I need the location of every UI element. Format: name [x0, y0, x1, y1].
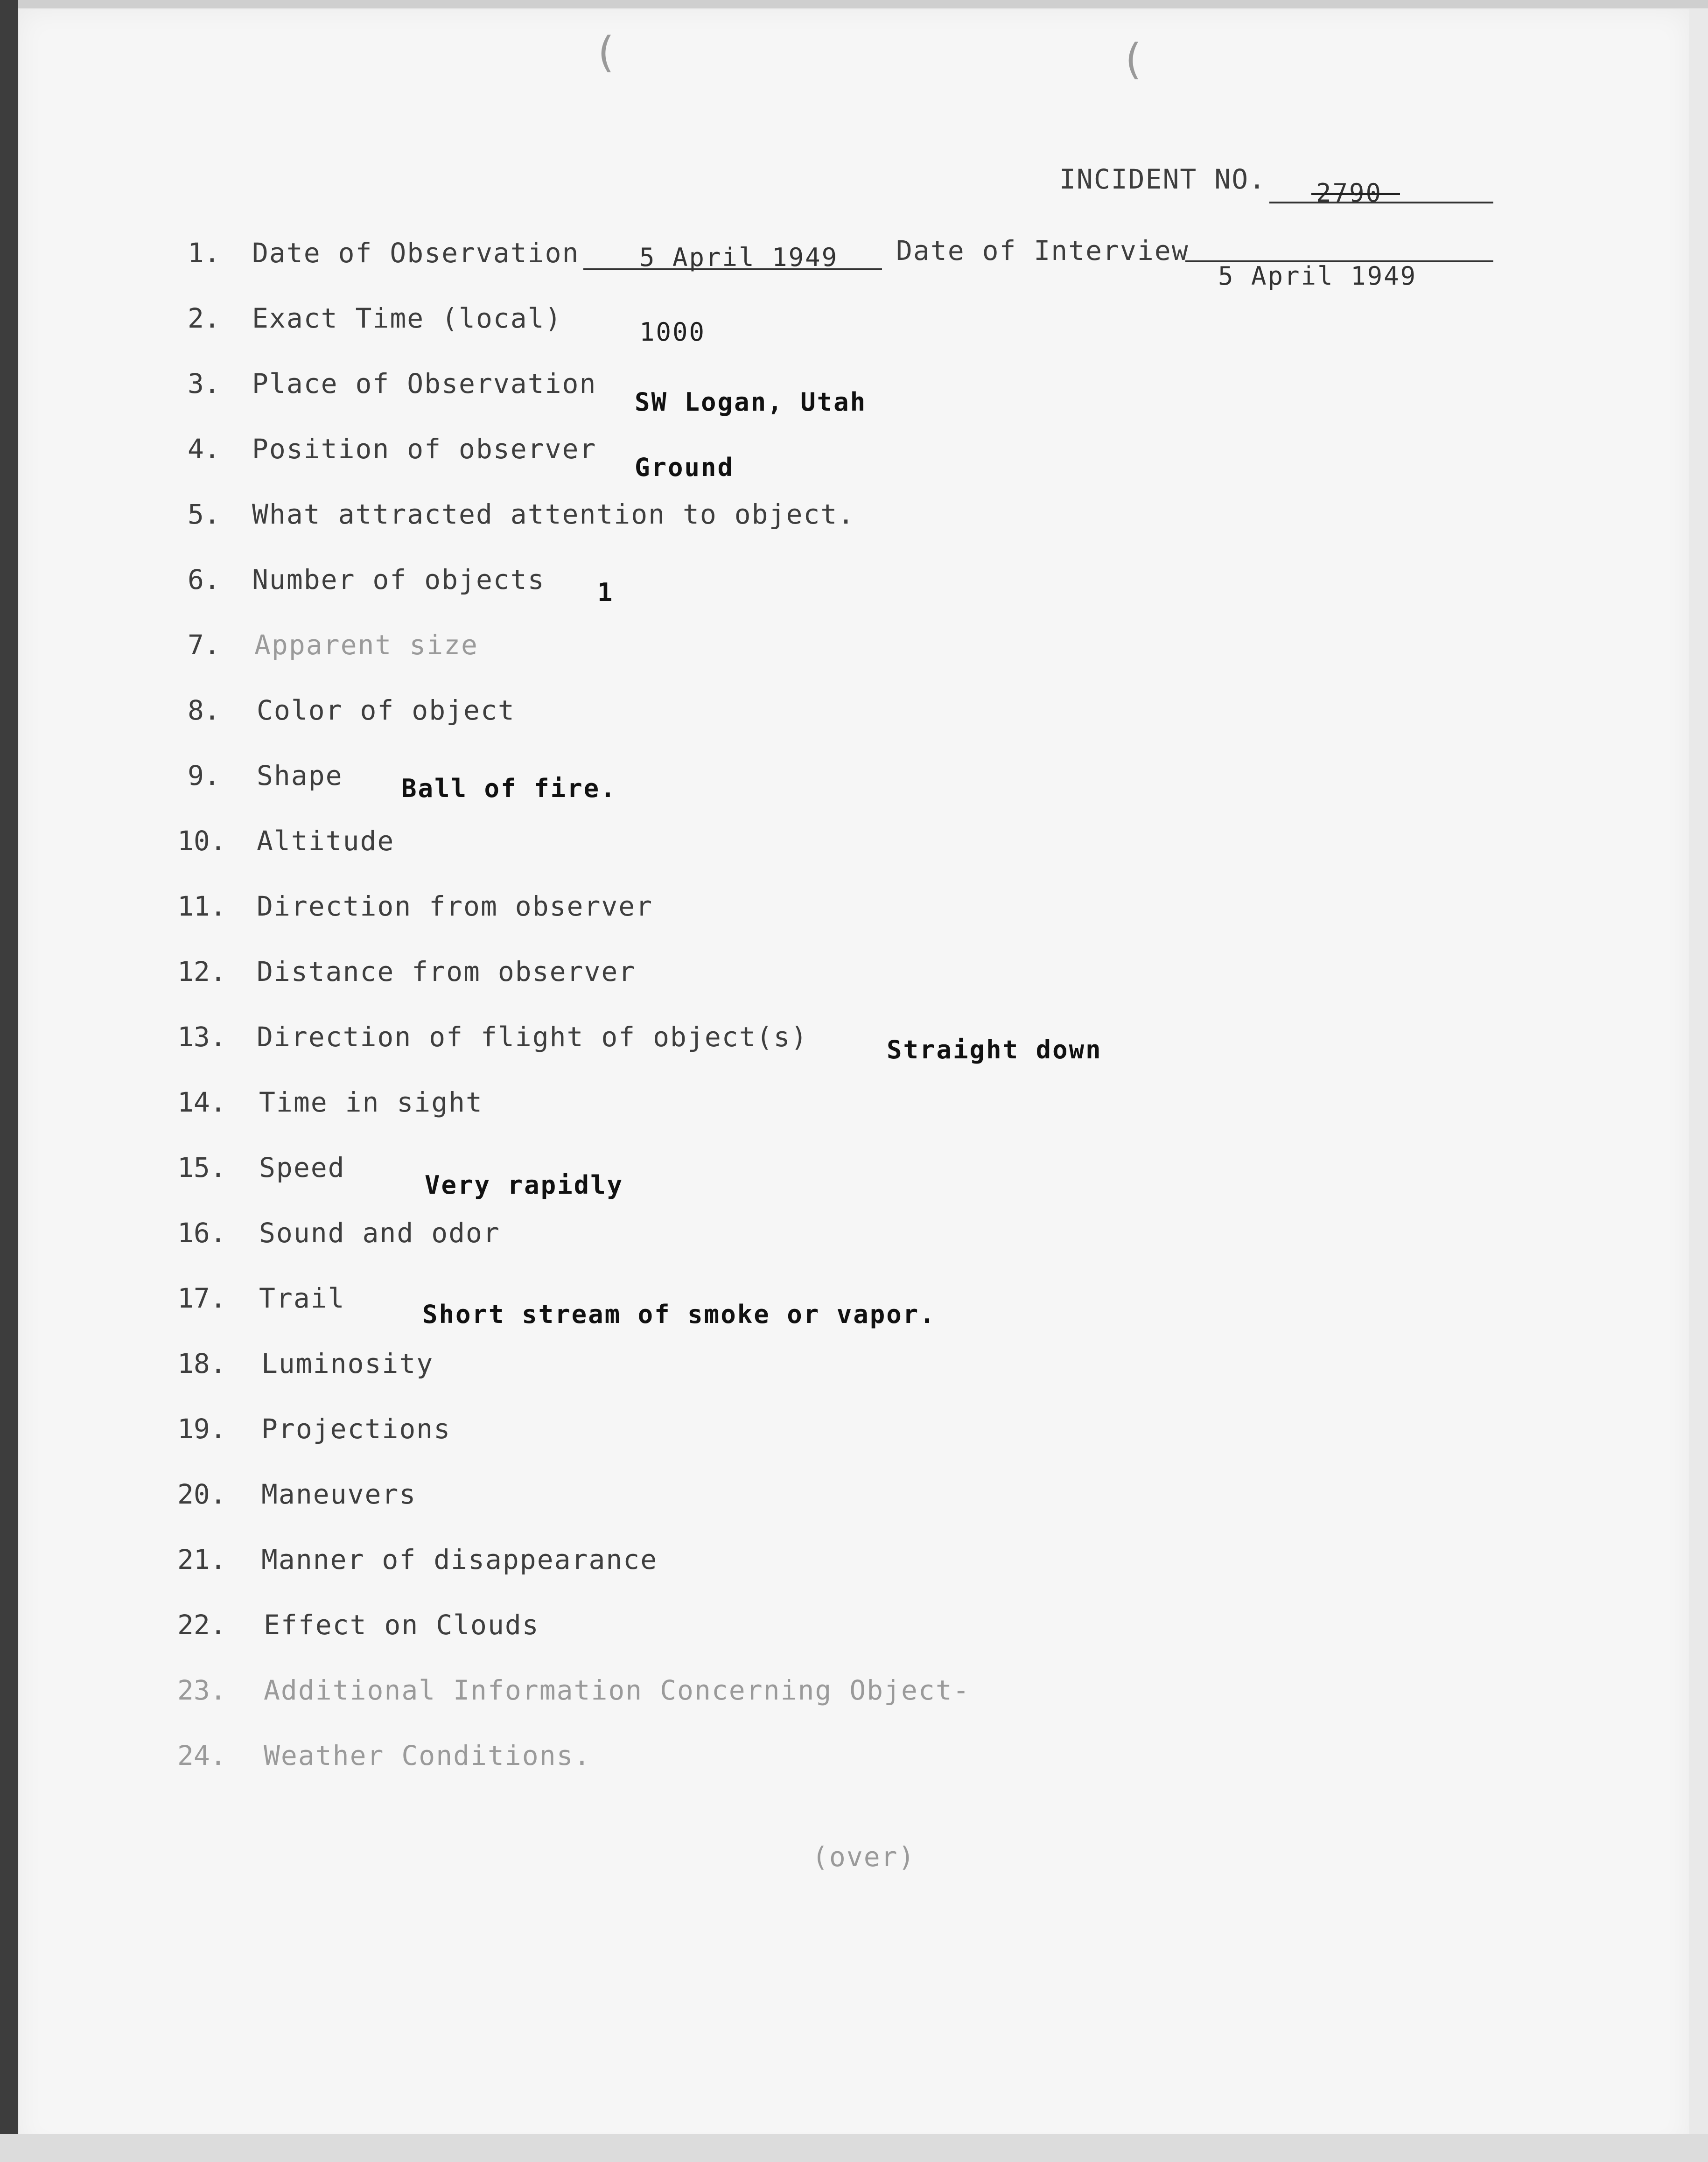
- field-label-color-of-object: Color of object: [257, 694, 515, 726]
- field-value-trail: Short stream of smoke or vapor.: [422, 1300, 936, 1329]
- form-page: [19, 9, 1689, 2151]
- field-label-shape: Shape: [257, 760, 343, 791]
- field-label-direction-of-flight: Direction of flight of object(s): [257, 1021, 808, 1053]
- field-label-speed: Speed: [259, 1152, 345, 1183]
- field-value-direction-of-flight: Straight down: [887, 1035, 1102, 1064]
- field-label-effect-on-clouds: Effect on Clouds: [264, 1609, 539, 1641]
- field-label-distance-from-observer: Distance from observer: [257, 956, 636, 987]
- field-number: 14.: [177, 1086, 226, 1118]
- field-label-time-in-sight: Time in sight: [259, 1086, 483, 1118]
- field-number: 18.: [177, 1348, 226, 1379]
- field-number: 3.: [188, 368, 220, 399]
- field-number: 12.: [177, 956, 226, 987]
- field-label-projections: Projections: [261, 1413, 451, 1445]
- field-label-number-of-objects: Number of objects: [252, 564, 545, 595]
- field-label-exact-time: Exact Time (local): [252, 302, 562, 334]
- field-number: 21.: [177, 1544, 226, 1575]
- field-label-apparent-size: Apparent size: [254, 629, 478, 661]
- field-label-weather-conditions: Weather Conditions.: [264, 1740, 591, 1771]
- over-label: (over): [812, 1841, 916, 1873]
- field-label-maneuvers: Maneuvers: [261, 1478, 417, 1510]
- field-number: 1.: [188, 237, 220, 269]
- field-value-place-of-observation: SW Logan, Utah: [635, 387, 867, 417]
- field-label-additional-information: Additional Information Concerning Object-: [264, 1674, 970, 1706]
- field-number: 5.: [188, 498, 220, 530]
- field-label-position-of-observer: Position of observer: [252, 433, 597, 465]
- scan-edge-bottom: [0, 2134, 1708, 2162]
- field-value-date-of-interview: 5 April 1949: [1218, 261, 1417, 291]
- field-label-direction-from-observer: Direction from observer: [257, 890, 653, 922]
- scan-edge-left: [0, 0, 18, 2162]
- field-number: 9.: [188, 760, 220, 791]
- field-number: 15.: [177, 1152, 226, 1183]
- field-label-sound-and-odor: Sound and odor: [259, 1217, 500, 1249]
- field-value-exact-time: 1000: [639, 317, 706, 347]
- field-number: 23.: [177, 1674, 226, 1706]
- field-value-speed: Very rapidly: [425, 1170, 624, 1200]
- field-number: 6.: [188, 564, 220, 595]
- field-number: 10.: [177, 825, 226, 857]
- field-number: 17.: [177, 1282, 226, 1314]
- field-number: 22.: [177, 1609, 226, 1641]
- date-of-observation-underline: [583, 268, 882, 270]
- scan-edge-top: [0, 0, 1708, 8]
- field-number: 7.: [188, 629, 220, 661]
- field-value-date-of-observation: 5 April 1949: [639, 243, 839, 272]
- field-number: 4.: [188, 433, 220, 465]
- bracket-mark: (: [593, 28, 618, 77]
- field-value-position-of-observer: Ground: [635, 453, 735, 482]
- field-number: 19.: [177, 1413, 226, 1445]
- incident-value: 2790: [1316, 178, 1383, 208]
- field-number: 20.: [177, 1478, 226, 1510]
- field-number: 8.: [188, 694, 220, 726]
- field-label-altitude: Altitude: [257, 825, 395, 857]
- bracket-mark: (: [1120, 35, 1146, 84]
- field-number: 16.: [177, 1217, 226, 1249]
- incident-label: INCIDENT NO.: [1059, 163, 1267, 195]
- field-value-shape: Ball of fire.: [401, 774, 617, 803]
- field-label-luminosity: Luminosity: [261, 1348, 434, 1379]
- field-number: 11.: [177, 890, 226, 922]
- field-number: 2.: [188, 302, 220, 334]
- field-label-date-of-interview: Date of Interview: [896, 235, 1189, 266]
- field-number: 13.: [177, 1021, 226, 1053]
- field-label-place-of-observation: Place of Observation: [252, 368, 597, 399]
- field-label-date-of-observation: Date of Observation: [252, 237, 580, 269]
- field-value-number-of-objects: 1: [597, 578, 614, 607]
- field-number: 24.: [177, 1740, 226, 1771]
- field-label-trail: Trail: [259, 1282, 345, 1314]
- field-label-what-attracted-attention: What attracted attention to object.: [252, 498, 855, 530]
- field-label-manner-of-disappearance: Manner of disappearance: [261, 1544, 658, 1575]
- incident-strike: [1311, 193, 1400, 195]
